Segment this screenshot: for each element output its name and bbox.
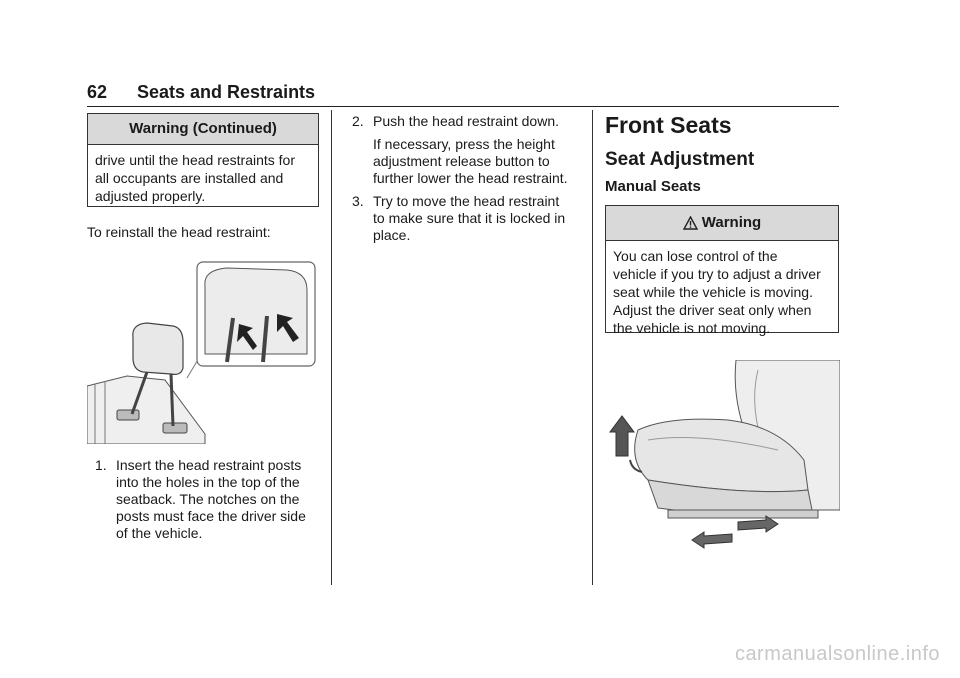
reinstall-intro: To reinstall the head restraint:: [87, 224, 271, 240]
step-1-number: 1.: [95, 457, 107, 473]
step-3-line: Try to move the head restraint: [373, 193, 560, 209]
step-3-line: to make sure that it is locked in: [373, 210, 566, 226]
head-restraint-illustration: [87, 258, 319, 444]
warning-line: Adjust the driver seat only when: [613, 302, 812, 318]
step-1-line: Insert the head restraint posts: [116, 457, 302, 473]
warning-continued-box: [87, 113, 319, 207]
warning-line: vehicle if you try to adjust a driver: [613, 266, 821, 282]
step-2-text: Push the head restraint down.: [373, 113, 560, 129]
column-divider-right: [592, 110, 593, 585]
step-1-text: [116, 457, 306, 542]
warning-continued-title: Warning (Continued): [88, 114, 318, 145]
step-2-note-line: adjustment release button to: [373, 153, 550, 169]
warning-triangle-icon: [683, 216, 698, 230]
step-1-line: posts must face the driver side: [116, 508, 306, 524]
warning-text: [606, 241, 838, 343]
warning-title: Warning: [701, 214, 762, 231]
step-2-note-text: [373, 136, 568, 187]
step-2-note-line: further lower the head restraint.: [373, 170, 568, 186]
section-title: Seats and Restraints: [137, 82, 316, 102]
step-3-number: 3.: [352, 193, 364, 209]
heading-seat-adjustment: Seat Adjustment: [605, 149, 755, 170]
page-number: 62: [87, 82, 108, 102]
step-1-line: seatback. The notches on the: [116, 491, 300, 507]
warning-continued-text: drive until the head restraints for all occupants are installed and adjusted properly.: [95, 152, 295, 204]
step-3-line: place.: [373, 227, 411, 243]
step-2-note-line: If necessary, press the height: [373, 136, 555, 152]
column-divider-left: [331, 110, 332, 585]
page-header: [87, 80, 839, 107]
manual-seat-illustration: [608, 360, 840, 550]
step-1-line: of the vehicle.: [116, 525, 203, 541]
warning-header: [606, 206, 838, 241]
warning-line: You can lose control of the: [613, 248, 778, 264]
warning-line: seat while the vehicle is moving.: [613, 284, 813, 300]
heading-front-seats: Front Seats: [605, 112, 732, 138]
step-1-line: into the holes in the top of the: [116, 474, 300, 490]
warning-box: [605, 205, 839, 336]
watermark: carmanualsonline.info: [734, 643, 940, 665]
heading-manual-seats: Manual Seats: [605, 178, 701, 195]
step-2-number: 2.: [352, 113, 364, 129]
warning-line: the vehicle is not moving.: [613, 320, 771, 336]
step-3-text: [373, 193, 565, 244]
